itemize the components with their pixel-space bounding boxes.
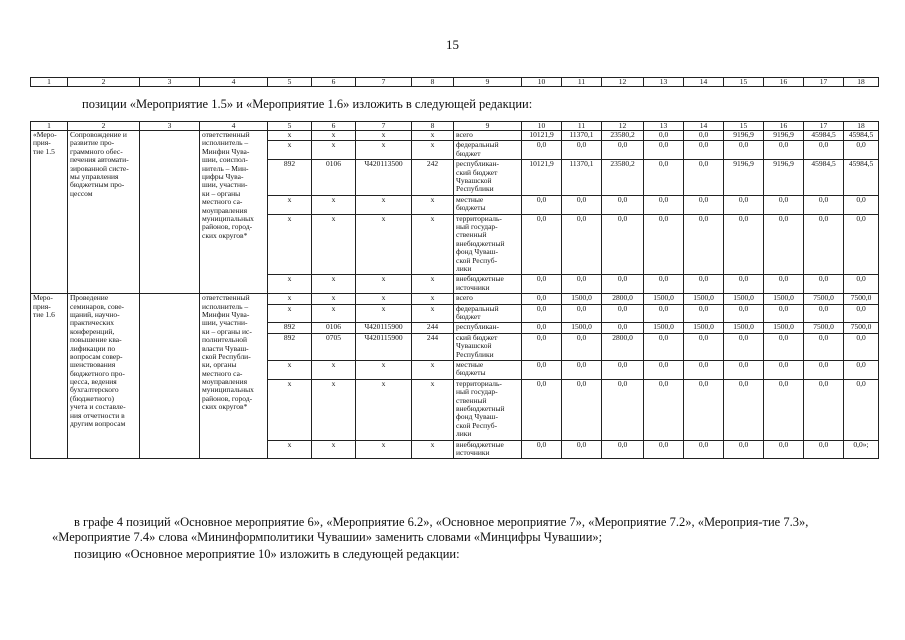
amount-cell: 0,0 bbox=[562, 214, 602, 275]
funding-source-cell: местные бюджеты bbox=[454, 195, 522, 214]
amount-cell: 0,0 bbox=[684, 304, 724, 323]
replacement-paragraph: в графе 4 позиций «Основное мероприятие 6», «Мероприятие 6.2», «Основное мероприятие 7», «Мероприятие 7.2», «Мероприя-тие 7.3», «Мероприятие 7.4» слова «Мининформполитики Чувашии» заменить словами «Минцифры Чувашии»; bbox=[52, 515, 809, 544]
column-number-cell: 7 bbox=[356, 122, 412, 131]
column-number-cell: 17 bbox=[804, 122, 844, 131]
amount-cell: 0,0 bbox=[844, 360, 879, 379]
amount-cell: 0,0 bbox=[844, 195, 879, 214]
column-number-cell: 18 bbox=[844, 78, 879, 87]
amount-cell: 0,0 bbox=[644, 360, 684, 379]
budget-code-cell: x bbox=[268, 304, 312, 323]
amount-cell: 0,0 bbox=[602, 379, 644, 440]
amount-cell: 1500,0 bbox=[684, 294, 724, 304]
page-number: 15 bbox=[446, 37, 459, 52]
amount-cell: 0,0 bbox=[644, 131, 684, 141]
column-number-cell: 15 bbox=[724, 78, 764, 87]
funding-source-cell: внебюджетные источники bbox=[454, 440, 522, 459]
amount-cell: 2800,0 bbox=[602, 294, 644, 304]
budget-code-cell: x bbox=[412, 304, 454, 323]
empty-cell bbox=[140, 131, 200, 294]
amount-cell: 0,0 bbox=[522, 294, 562, 304]
amount-cell: 0,0 bbox=[844, 275, 879, 294]
amount-cell: 0,0 bbox=[804, 379, 844, 440]
amount-cell: 0,0 bbox=[724, 214, 764, 275]
amount-cell: 0,0 bbox=[804, 304, 844, 323]
amount-cell: 0,0 bbox=[724, 360, 764, 379]
amount-cell: 45984,5 bbox=[804, 160, 844, 196]
funding-source-cell: местные бюджеты bbox=[454, 360, 522, 379]
budget-code-cell: x bbox=[356, 275, 412, 294]
amount-cell: 0,0 bbox=[522, 141, 562, 160]
amount-cell: 0,0 bbox=[684, 275, 724, 294]
budget-code-cell: x bbox=[312, 131, 356, 141]
amount-cell: 0,0 bbox=[602, 360, 644, 379]
amount-cell: 0,0 bbox=[684, 379, 724, 440]
budget-code-cell: x bbox=[268, 440, 312, 459]
budget-code-cell: 892 bbox=[268, 323, 312, 333]
amount-cell: 0,0 bbox=[844, 379, 879, 440]
amount-cell: 0,0 bbox=[644, 214, 684, 275]
column-number-cell: 9 bbox=[454, 122, 522, 131]
amount-cell: 1500,0 bbox=[764, 323, 804, 333]
amount-cell: 0,0 bbox=[644, 440, 684, 459]
budget-code-cell: 0705 bbox=[312, 333, 356, 360]
executor-cell: ответственный исполнитель – Минфин Чува- шии, участни- ки – органы ис- полнительной власти Чуваш- ской Республи- ки, органы местного са- моуправления муниципальных районов, город- ских округов* bbox=[200, 294, 268, 459]
amount-cell: 0,0 bbox=[804, 275, 844, 294]
budget-code-cell: x bbox=[412, 214, 454, 275]
amount-cell: 0,0 bbox=[764, 333, 804, 360]
amount-cell: 0,0 bbox=[684, 214, 724, 275]
amount-cell: 0,0 bbox=[724, 440, 764, 459]
amount-cell: 0,0 bbox=[522, 333, 562, 360]
amount-cell: 0,0 bbox=[522, 275, 562, 294]
amount-cell: 9196,9 bbox=[764, 160, 804, 196]
budget-code-cell: x bbox=[312, 440, 356, 459]
amount-cell: 0,0 bbox=[764, 304, 804, 323]
budget-code-cell: 0106 bbox=[312, 160, 356, 196]
amount-cell: 0,0 bbox=[522, 304, 562, 323]
amount-cell: 7500,0 bbox=[844, 323, 879, 333]
funding-source-cell: республикан- bbox=[454, 323, 522, 333]
column-number-cell: 14 bbox=[684, 122, 724, 131]
budget-code-cell: x bbox=[412, 294, 454, 304]
budget-code-cell: x bbox=[356, 214, 412, 275]
amount-cell: 1500,0 bbox=[764, 294, 804, 304]
amount-cell: 1500,0 bbox=[644, 323, 684, 333]
amount-cell: 10121,9 bbox=[522, 160, 562, 196]
funding-row bbox=[31, 294, 879, 304]
amount-cell: 23580,2 bbox=[602, 160, 644, 196]
amount-cell: 0,0 bbox=[804, 195, 844, 214]
amount-cell: 0,0 bbox=[644, 160, 684, 196]
column-number-cell: 11 bbox=[562, 78, 602, 87]
amount-cell: 0,0 bbox=[764, 360, 804, 379]
amount-cell: 0,0 bbox=[804, 440, 844, 459]
amount-cell: 0,0»; bbox=[844, 440, 879, 459]
amount-cell: 0,0 bbox=[684, 333, 724, 360]
budget-code-cell: x bbox=[268, 131, 312, 141]
budget-code-cell: 244 bbox=[412, 323, 454, 333]
amount-cell: 0,0 bbox=[644, 304, 684, 323]
measure-description-cell: Сопровождение и развитие про- граммного обес- печения автомати- зированной систе- мы управления бюджетным про- цессом bbox=[68, 131, 140, 294]
amount-cell: 0,0 bbox=[562, 195, 602, 214]
amount-cell: 11370,1 bbox=[562, 131, 602, 141]
budget-code-cell: x bbox=[412, 195, 454, 214]
amount-cell: 45984,5 bbox=[844, 131, 879, 141]
column-number-cell: 2 bbox=[68, 122, 140, 131]
budget-code-cell: x bbox=[312, 294, 356, 304]
amount-cell: 0,0 bbox=[724, 141, 764, 160]
budget-code-cell: 892 bbox=[268, 333, 312, 360]
budget-measures-table bbox=[30, 121, 879, 459]
column-number-cell: 1 bbox=[31, 78, 68, 87]
amount-cell: 0,0 bbox=[562, 360, 602, 379]
amount-cell: 0,0 bbox=[844, 141, 879, 160]
budget-code-cell: x bbox=[268, 214, 312, 275]
amount-cell: 0,0 bbox=[562, 333, 602, 360]
budget-code-cell: x bbox=[268, 379, 312, 440]
column-number-cell: 8 bbox=[412, 78, 454, 87]
column-number-cell: 13 bbox=[644, 122, 684, 131]
amount-cell: 0,0 bbox=[602, 195, 644, 214]
column-number-cell: 11 bbox=[562, 122, 602, 131]
amount-cell: 45984,5 bbox=[804, 131, 844, 141]
budget-code-cell: x bbox=[356, 131, 412, 141]
budget-code-cell: Ч420115900 bbox=[356, 323, 412, 333]
amount-cell: 0,0 bbox=[522, 440, 562, 459]
budget-code-cell: x bbox=[356, 141, 412, 160]
budget-code-cell: x bbox=[356, 304, 412, 323]
amount-cell: 9196,9 bbox=[764, 131, 804, 141]
funding-source-cell: всего bbox=[454, 131, 522, 141]
amount-cell: 0,0 bbox=[764, 195, 804, 214]
column-number-cell: 15 bbox=[724, 122, 764, 131]
budget-code-cell: x bbox=[268, 275, 312, 294]
amount-cell: 0,0 bbox=[724, 195, 764, 214]
amount-cell: 0,0 bbox=[602, 323, 644, 333]
amount-cell: 45984,5 bbox=[844, 160, 879, 196]
column-number-cell: 6 bbox=[312, 78, 356, 87]
amount-cell: 0,0 bbox=[724, 333, 764, 360]
funding-row bbox=[31, 131, 879, 141]
amount-cell: 0,0 bbox=[562, 379, 602, 440]
column-number-row bbox=[31, 122, 879, 131]
amount-cell: 0,0 bbox=[724, 304, 764, 323]
amount-cell: 1500,0 bbox=[644, 294, 684, 304]
amount-cell: 10121,9 bbox=[522, 131, 562, 141]
column-number-cell: 10 bbox=[522, 122, 562, 131]
budget-code-cell: x bbox=[312, 214, 356, 275]
column-number-cell: 12 bbox=[602, 78, 644, 87]
column-number-cell: 5 bbox=[268, 78, 312, 87]
amount-cell: 0,0 bbox=[804, 141, 844, 160]
budget-code-cell: x bbox=[412, 141, 454, 160]
column-number-cell: 2 bbox=[68, 78, 140, 87]
amount-cell: 0,0 bbox=[804, 333, 844, 360]
funding-source-cell: территориаль- ный государ- ственный внебюджетный фонд Чуваш- ской Респуб- лики bbox=[454, 214, 522, 275]
amount-cell: 0,0 bbox=[764, 275, 804, 294]
column-number-cell: 1 bbox=[31, 122, 68, 131]
column-number-cell: 12 bbox=[602, 122, 644, 131]
amount-cell: 0,0 bbox=[764, 440, 804, 459]
column-number-cell: 4 bbox=[200, 122, 268, 131]
amount-cell: 1500,0 bbox=[684, 323, 724, 333]
column-number-cell: 18 bbox=[844, 122, 879, 131]
amount-cell: 0,0 bbox=[764, 214, 804, 275]
column-number-cell: 3 bbox=[140, 78, 200, 87]
amount-cell: 0,0 bbox=[602, 304, 644, 323]
column-number-cell: 16 bbox=[764, 78, 804, 87]
funding-source-cell: ский бюджет Чувашской Республики bbox=[454, 333, 522, 360]
budget-code-cell: 0106 bbox=[312, 323, 356, 333]
intro-text: позиции «Мероприятие 1.5» и «Мероприятие 1.6» изложить в следующей редакции: bbox=[82, 97, 533, 111]
funding-source-cell: территориаль- ный государ- ственный внебюджетный фонд Чуваш- ской Респуб- лики bbox=[454, 379, 522, 440]
budget-code-cell: x bbox=[312, 195, 356, 214]
budget-code-cell: Ч420113500 bbox=[356, 160, 412, 196]
amount-cell: 0,0 bbox=[844, 333, 879, 360]
budget-code-cell: 892 bbox=[268, 160, 312, 196]
amount-cell: 0,0 bbox=[804, 214, 844, 275]
amount-cell: 0,0 bbox=[562, 304, 602, 323]
column-number-cell: 14 bbox=[684, 78, 724, 87]
amount-cell: 1500,0 bbox=[562, 323, 602, 333]
amount-cell: 0,0 bbox=[644, 195, 684, 214]
column-number-cell: 8 bbox=[412, 122, 454, 131]
amount-cell: 0,0 bbox=[844, 214, 879, 275]
budget-code-cell: x bbox=[268, 294, 312, 304]
budget-code-cell: x bbox=[312, 141, 356, 160]
budget-code-cell: x bbox=[356, 195, 412, 214]
next-position-paragraph: позицию «Основное мероприятие 10» изложить в следующей редакции: bbox=[74, 547, 460, 561]
amount-cell: 2800,0 bbox=[602, 333, 644, 360]
amount-cell: 0,0 bbox=[764, 141, 804, 160]
budget-code-cell: x bbox=[312, 360, 356, 379]
amount-cell: 1500,0 bbox=[562, 294, 602, 304]
amount-cell: 7500,0 bbox=[844, 294, 879, 304]
amount-cell: 9196,9 bbox=[724, 160, 764, 196]
budget-code-cell: x bbox=[356, 360, 412, 379]
amount-cell: 1500,0 bbox=[724, 294, 764, 304]
amount-cell: 0,0 bbox=[684, 131, 724, 141]
budget-code-cell: x bbox=[312, 379, 356, 440]
budget-code-cell: x bbox=[412, 131, 454, 141]
column-number-row bbox=[31, 78, 879, 87]
amount-cell: 0,0 bbox=[644, 333, 684, 360]
amount-cell: 0,0 bbox=[522, 360, 562, 379]
amount-cell: 0,0 bbox=[602, 440, 644, 459]
budget-code-cell: x bbox=[312, 304, 356, 323]
amount-cell: 0,0 bbox=[522, 323, 562, 333]
amount-cell: 0,0 bbox=[724, 379, 764, 440]
measure-name-cell: Меро- прия- тие 1.6 bbox=[31, 294, 68, 459]
budget-code-cell: x bbox=[412, 275, 454, 294]
budget-code-cell: x bbox=[356, 379, 412, 440]
column-number-cell: 16 bbox=[764, 122, 804, 131]
column-number-cell: 4 bbox=[200, 78, 268, 87]
amount-cell: 0,0 bbox=[644, 141, 684, 160]
budget-code-cell: x bbox=[268, 195, 312, 214]
amount-cell: 0,0 bbox=[602, 214, 644, 275]
amount-cell: 23580,2 bbox=[602, 131, 644, 141]
budget-code-cell: x bbox=[312, 275, 356, 294]
amount-cell: 0,0 bbox=[684, 440, 724, 459]
amount-cell: 0,0 bbox=[602, 141, 644, 160]
amount-cell: 9196,9 bbox=[724, 131, 764, 141]
amount-cell: 0,0 bbox=[602, 275, 644, 294]
budget-code-cell: 242 bbox=[412, 160, 454, 196]
funding-source-cell: федеральный бюджет bbox=[454, 304, 522, 323]
measure-name-cell: «Меро- прия- тие 1.5 bbox=[31, 131, 68, 294]
amount-cell: 0,0 bbox=[684, 195, 724, 214]
budget-code-cell: Ч420115900 bbox=[356, 333, 412, 360]
budget-code-cell: 244 bbox=[412, 333, 454, 360]
amount-cell: 7500,0 bbox=[804, 323, 844, 333]
empty-cell bbox=[140, 294, 200, 459]
column-number-cell: 17 bbox=[804, 78, 844, 87]
budget-code-cell: x bbox=[268, 141, 312, 160]
column-number-header-table bbox=[30, 77, 879, 87]
budget-code-cell: x bbox=[412, 379, 454, 440]
amount-cell: 7500,0 bbox=[804, 294, 844, 304]
column-number-cell: 7 bbox=[356, 78, 412, 87]
funding-source-cell: республикан- ский бюджет Чувашской Республики bbox=[454, 160, 522, 196]
amount-cell: 0,0 bbox=[684, 160, 724, 196]
measure-description-cell: Проведение семинаров, сове- щаний, научно- практических конференций, повышение ква- лификации по вопросам совер- шенствования бюджетного про- цесса, ведения бухгалтерского (бюджетного) учета и составле- ния отчетности в другим вопросам bbox=[68, 294, 140, 459]
funding-source-cell: федеральный бюджет bbox=[454, 141, 522, 160]
column-number-cell: 13 bbox=[644, 78, 684, 87]
amount-cell: 0,0 bbox=[644, 275, 684, 294]
budget-code-cell: x bbox=[356, 440, 412, 459]
amount-cell: 0,0 bbox=[562, 440, 602, 459]
column-number-cell: 10 bbox=[522, 78, 562, 87]
amount-cell: 11370,1 bbox=[562, 160, 602, 196]
amount-cell: 0,0 bbox=[522, 379, 562, 440]
budget-code-cell: x bbox=[412, 360, 454, 379]
executor-cell: ответственный исполнитель – Минфин Чува- шии, соиспол- нитель – Мин- цифры Чува- шии, участни- ки – органы местного са- моуправления муниципальных районов, город- ских округов* bbox=[200, 131, 268, 294]
budget-code-cell: x bbox=[412, 440, 454, 459]
amount-cell: 0,0 bbox=[522, 214, 562, 275]
amount-cell: 0,0 bbox=[764, 379, 804, 440]
amount-cell: 0,0 bbox=[724, 275, 764, 294]
amount-cell: 0,0 bbox=[562, 275, 602, 294]
budget-code-cell: x bbox=[268, 360, 312, 379]
amount-cell: 0,0 bbox=[644, 379, 684, 440]
column-number-cell: 5 bbox=[268, 122, 312, 131]
amount-cell: 0,0 bbox=[844, 304, 879, 323]
amount-cell: 0,0 bbox=[684, 360, 724, 379]
column-number-cell: 9 bbox=[454, 78, 522, 87]
column-number-cell: 6 bbox=[312, 122, 356, 131]
amount-cell: 0,0 bbox=[522, 195, 562, 214]
funding-source-cell: всего bbox=[454, 294, 522, 304]
amount-cell: 0,0 bbox=[804, 360, 844, 379]
budget-code-cell: x bbox=[356, 294, 412, 304]
amount-cell: 1500,0 bbox=[724, 323, 764, 333]
amount-cell: 0,0 bbox=[684, 141, 724, 160]
amount-cell: 0,0 bbox=[562, 141, 602, 160]
column-number-cell: 3 bbox=[140, 122, 200, 131]
funding-source-cell: внебюджетные источники bbox=[454, 275, 522, 294]
